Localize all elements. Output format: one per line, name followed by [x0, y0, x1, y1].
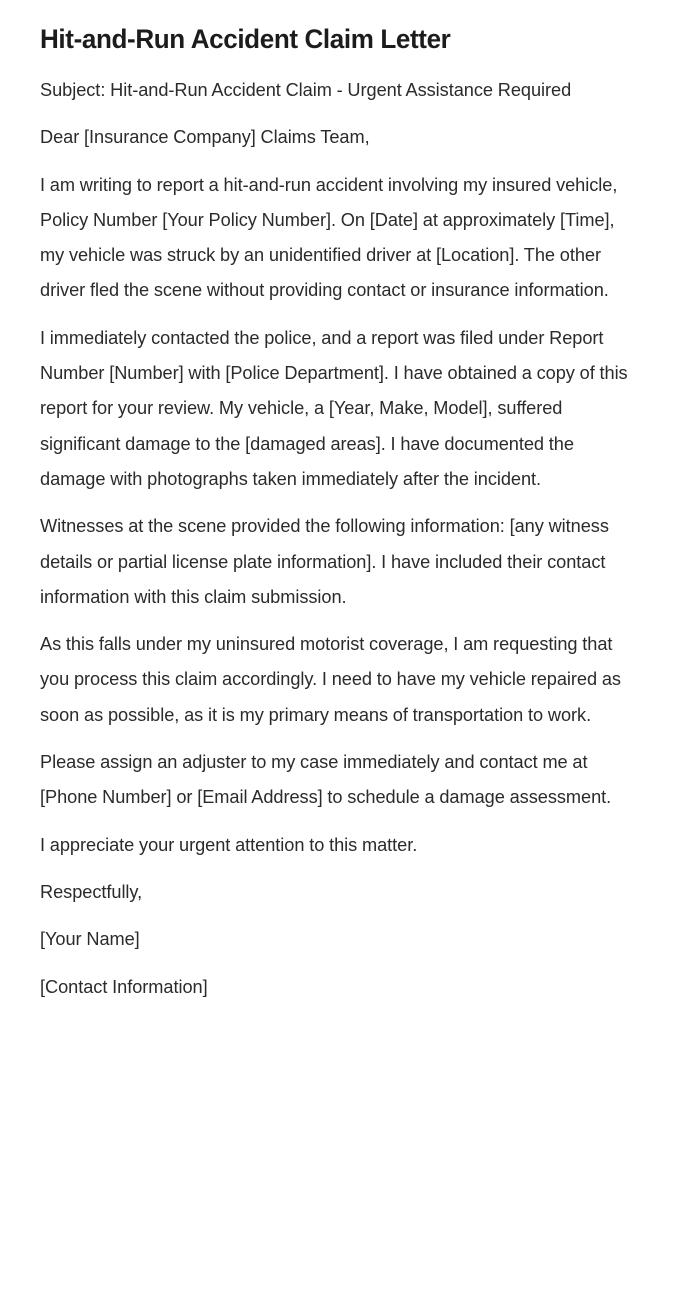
- closing-line: Respectfully,: [40, 881, 143, 902]
- salutation: Dear [Insurance Company] Claims Team,: [40, 127, 370, 148]
- body-paragraph-4: As this falls under my uninsured motorist coverage, I am requesting that you process this claim accordingly. I need to have my vehicle repaired as soon as possible, as it is my primary means of transportation to work.: [40, 634, 621, 725]
- body-paragraph-3: Witnesses at the scene provided the following information: [any witness details or partial license plate information]. I have included their contact information with this claim submission.: [40, 516, 609, 607]
- body-paragraph-1: I am writing to report a hit-and-run accident involving my insured vehicle, Policy Number [Your Policy Number]. On [Date] at approximately [Time], my vehicle was struck by an unidentified driver at [Location]. The other driver fled the scene without providing contact or insurance information.: [40, 174, 618, 301]
- signature-contact: [Contact Information]: [40, 976, 208, 997]
- body-paragraph-5: Please assign an adjuster to my case immediately and contact me at [Phone Number] or [Email Address] to schedule a damage assessment.: [40, 752, 612, 808]
- subject-line: Subject: Hit-and-Run Accident Claim - Urgent Assistance Required: [40, 80, 572, 100]
- body-paragraph-6: I appreciate your urgent attention to this matter.: [40, 834, 418, 855]
- page-title: Hit-and-Run Accident Claim Letter: [40, 24, 451, 54]
- body-paragraph-2: I immediately contacted the police, and a report was filed under Report Number [Number] with [Police Department]. I have obtained a copy of this report for your review. My vehicle, a [Year, Make, Model], suffered significant damage to the [damaged areas]. I have documented the damage with photographs taken immediately after the incident.: [40, 327, 628, 489]
- signature-name: [Your Name]: [40, 929, 140, 950]
